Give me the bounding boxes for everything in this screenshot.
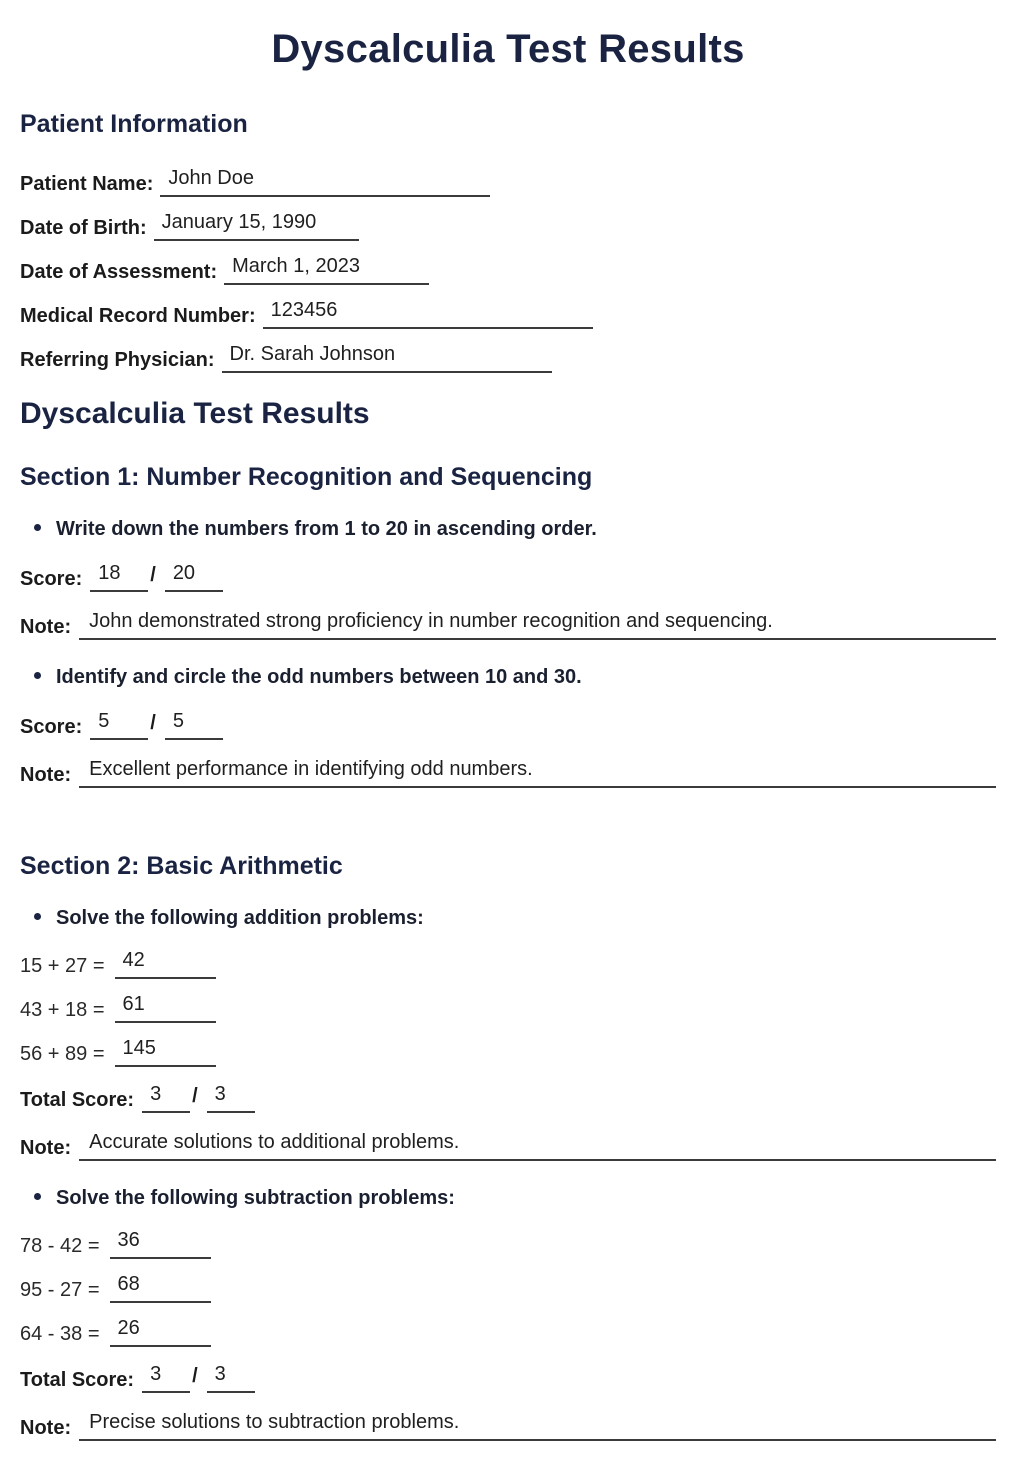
field-label: Referring Physician:	[20, 348, 215, 371]
equation-expression: 56 + 89 =	[20, 1042, 105, 1065]
referring-physician-value-line[interactable]	[222, 341, 552, 373]
score-value: 5	[98, 710, 110, 732]
task-prompt-item	[20, 1185, 996, 1211]
equation-answer-line[interactable]	[110, 1227, 211, 1259]
note-line[interactable]	[79, 608, 996, 640]
score-value: 18	[98, 562, 121, 584]
equation-answer: 36	[117, 1228, 140, 1251]
patient-name-value-line[interactable]	[160, 165, 490, 197]
equation-answer: 61	[122, 992, 145, 1015]
score-row	[20, 560, 996, 592]
note-label: Note:	[20, 1136, 72, 1159]
note-line[interactable]	[79, 1129, 996, 1161]
score-label: Score:	[20, 568, 83, 590]
bullet-icon	[34, 524, 41, 531]
equation-answer: 26	[117, 1316, 140, 1339]
note-line[interactable]	[79, 756, 996, 788]
field-value: John Doe	[168, 166, 254, 189]
note-line[interactable]	[79, 1409, 996, 1441]
section-2-heading: Section 2: Basic Arithmetic	[20, 852, 343, 880]
total-score-row	[20, 1361, 996, 1393]
task-prompt-item	[20, 664, 996, 690]
note-label: Note:	[20, 1416, 72, 1439]
score-value-line[interactable]	[142, 1081, 190, 1113]
total-score-label: Total Score:	[20, 1088, 135, 1111]
equation-row	[20, 1035, 996, 1067]
note-label: Note:	[20, 616, 72, 638]
slash-separator: /	[150, 564, 156, 586]
equation-expression: 15 + 27 =	[20, 954, 105, 977]
equation-answer-line[interactable]	[115, 1035, 216, 1067]
equation-expression: 95 - 27 =	[20, 1278, 100, 1301]
score-value-line[interactable]	[142, 1361, 190, 1393]
task-prompt: Solve the following addition problems:	[56, 906, 424, 929]
field-label: Medical Record Number:	[20, 304, 256, 327]
task-prompt: Solve the following subtraction problems:	[56, 1186, 455, 1209]
task-prompt-item	[20, 516, 996, 542]
score-max: 3	[214, 1362, 226, 1385]
equation-row	[20, 1315, 996, 1347]
score-max-line[interactable]	[207, 1081, 255, 1113]
field-row-referring-physician	[20, 341, 996, 373]
field-value: March 1, 2023	[232, 254, 360, 277]
task-prompt: Write down the numbers from 1 to 20 in ascending order.	[56, 518, 597, 540]
patient-info-heading: Patient Information	[20, 110, 248, 138]
page-title: Dyscalculia Test Results	[271, 27, 745, 71]
field-row-date-of-assessment	[20, 253, 996, 285]
equation-expression: 78 - 42 =	[20, 1234, 100, 1257]
score-value: 3	[150, 1362, 162, 1385]
bullet-icon	[34, 1193, 41, 1200]
score-max-line[interactable]	[165, 708, 223, 740]
field-value: 123456	[270, 298, 338, 321]
note-text: Accurate solutions to additional problems.	[89, 1130, 460, 1153]
field-label: Date of Birth:	[20, 216, 147, 239]
slash-separator: /	[192, 1084, 198, 1107]
total-score-label: Total Score:	[20, 1368, 135, 1391]
bullet-icon	[34, 672, 41, 679]
score-value: 3	[150, 1082, 162, 1105]
equation-answer-line[interactable]	[115, 947, 216, 979]
field-row-date-of-birth	[20, 209, 996, 241]
score-max: 5	[172, 710, 184, 732]
note-text: Precise solutions to subtraction problems.	[89, 1410, 460, 1433]
task-prompt: Identify and circle the odd numbers between 10 and 30.	[56, 666, 582, 688]
note-row	[20, 756, 996, 788]
note-row	[20, 1129, 996, 1161]
field-row-patient-name	[20, 165, 996, 197]
score-value-line[interactable]	[90, 560, 148, 592]
equation-row	[20, 1227, 996, 1259]
results-heading: Dyscalculia Test Results	[20, 396, 370, 430]
score-value-line[interactable]	[90, 708, 148, 740]
equation-answer-line[interactable]	[110, 1315, 211, 1347]
field-row-medical-record-number	[20, 297, 996, 329]
note-text: Excellent performance in identifying odd numbers.	[89, 758, 533, 780]
score-label: Score:	[20, 716, 83, 738]
field-label: Date of Assessment:	[20, 260, 218, 283]
score-max-line[interactable]	[165, 560, 223, 592]
score-max: 20	[172, 562, 196, 584]
total-score-row	[20, 1081, 996, 1113]
equation-answer-line[interactable]	[115, 991, 216, 1023]
field-label: Patient Name:	[20, 172, 154, 195]
score-max: 3	[214, 1082, 226, 1105]
equation-answer: 42	[122, 948, 145, 971]
equation-expression: 64 - 38 =	[20, 1322, 100, 1345]
note-text: John demonstrated strong proficiency in number recognition and sequencing.	[89, 610, 773, 632]
slash-separator: /	[192, 1364, 198, 1387]
score-max-line[interactable]	[207, 1361, 255, 1393]
equation-row	[20, 991, 996, 1023]
equation-row	[20, 1271, 996, 1303]
task-prompt-item	[20, 905, 996, 931]
section-1-heading: Section 1: Number Recognition and Sequencing	[20, 463, 593, 492]
equation-row	[20, 947, 996, 979]
date-of-birth-value-line[interactable]	[154, 209, 359, 241]
slash-separator: /	[150, 712, 156, 734]
equation-answer: 68	[117, 1272, 140, 1295]
note-label: Note:	[20, 764, 72, 786]
date-of-assessment-value-line[interactable]	[224, 253, 429, 285]
score-row	[20, 708, 996, 740]
field-value: Dr. Sarah Johnson	[229, 342, 396, 365]
equation-answer-line[interactable]	[110, 1271, 211, 1303]
medical-record-number-value-line[interactable]	[263, 297, 593, 329]
field-value: January 15, 1990	[161, 210, 317, 233]
equation-expression: 43 + 18 =	[20, 998, 105, 1021]
bullet-icon	[34, 913, 41, 920]
note-row	[20, 608, 996, 640]
note-row	[20, 1409, 996, 1441]
equation-answer: 145	[122, 1036, 156, 1059]
